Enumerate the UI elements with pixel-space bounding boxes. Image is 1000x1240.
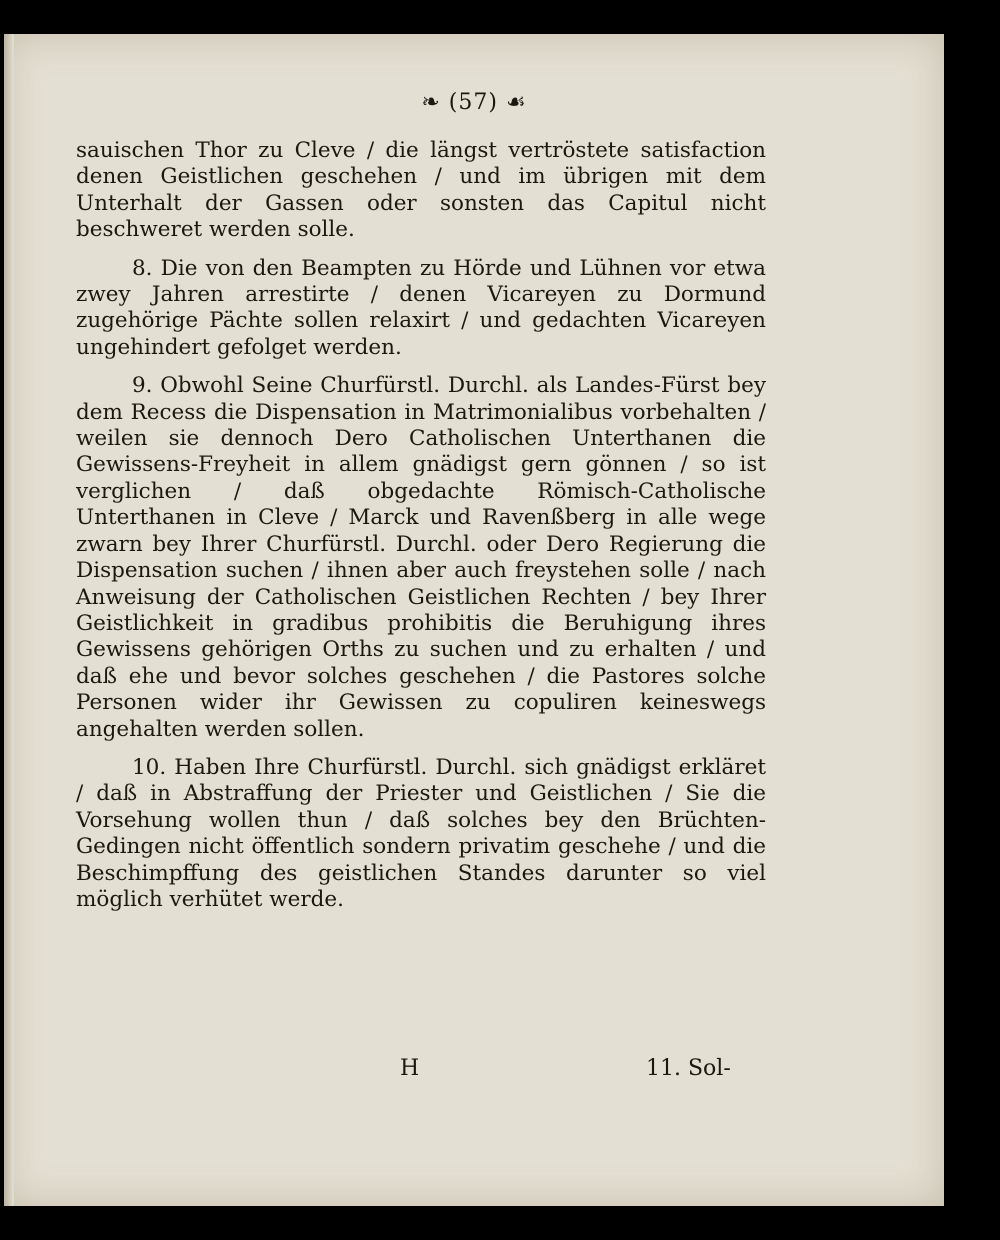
ornament-right-icon: ☙ [505,90,527,115]
page-header [4,90,944,115]
paragraph-8: 8. Die von den Beampten zu Hörde und Lühnen vor etwa zwey Jahren arrestirte / denen Vicareyen zu Dormund zugehörige Pächte sollen relaxirt / und gedachten Vicareyen ungehindert gefolget werden. [76,255,766,360]
paragraph-continuation: sauischen Thor zu Cleve / die längst vertröstete satisfaction denen Geistlichen geschehen / und im übrigen mit dem Unterhalt der Gassen oder sonsten das Capitul nicht beschweret werden solle. [76,138,766,243]
paragraph-10: 10. Haben Ihre Churfürstl. Durchl. sich gnädigst erkläret / daß in Abstraffung der Priester und Geistlichen / Sie die Vorsehung wollen thun / daß solches bey den Brüchten-Gedingen nicht öffentlich sondern privatim geschehe / und die Beschimpffung des geistlichen Standes darunter so viel möglich verhütet werde. [76,754,766,912]
signature-mark: H [400,1056,420,1081]
catchword: 11. Sol- [646,1056,731,1081]
book-page [4,34,944,1206]
page-spine-edge [4,34,14,1206]
ornament-left-icon: ❧ [421,90,441,115]
page-number: (57) [448,90,498,115]
paragraph-9: 9. Obwohl Seine Churfürstl. Durchl. als Landes-Fürst bey dem Recess die Dispensation in Matrimonialibus vorbehalten / weilen sie dennoch Dero Catholischen Unterthanen die Gewissens-Freyheit in allem gnädigst gern gönnen / so ist verglichen / daß obgedachte Römisch-Catholische Unterthanen in Cleve / Marck und Ravenßberg in alle wege zwarn bey Ihrer Churfürstl. Durchl. oder Dero Regierung die Dispensation suchen / ihnen aber auch freystehen solle / nach Anweisung der Catholischen Geistlichen Rechten / bey Ihrer Geistlichkeit in gradibus prohibitis die Beruhigung ihres Gewissens gehörigen Orths zu suchen und zu erhalten / und daß ehe und bevor solches geschehen / die Pastores solche Personen wider ihr Gewissen zu copuliren keineswegs angehalten werden sollen. [76,373,766,742]
body-text [76,138,766,913]
